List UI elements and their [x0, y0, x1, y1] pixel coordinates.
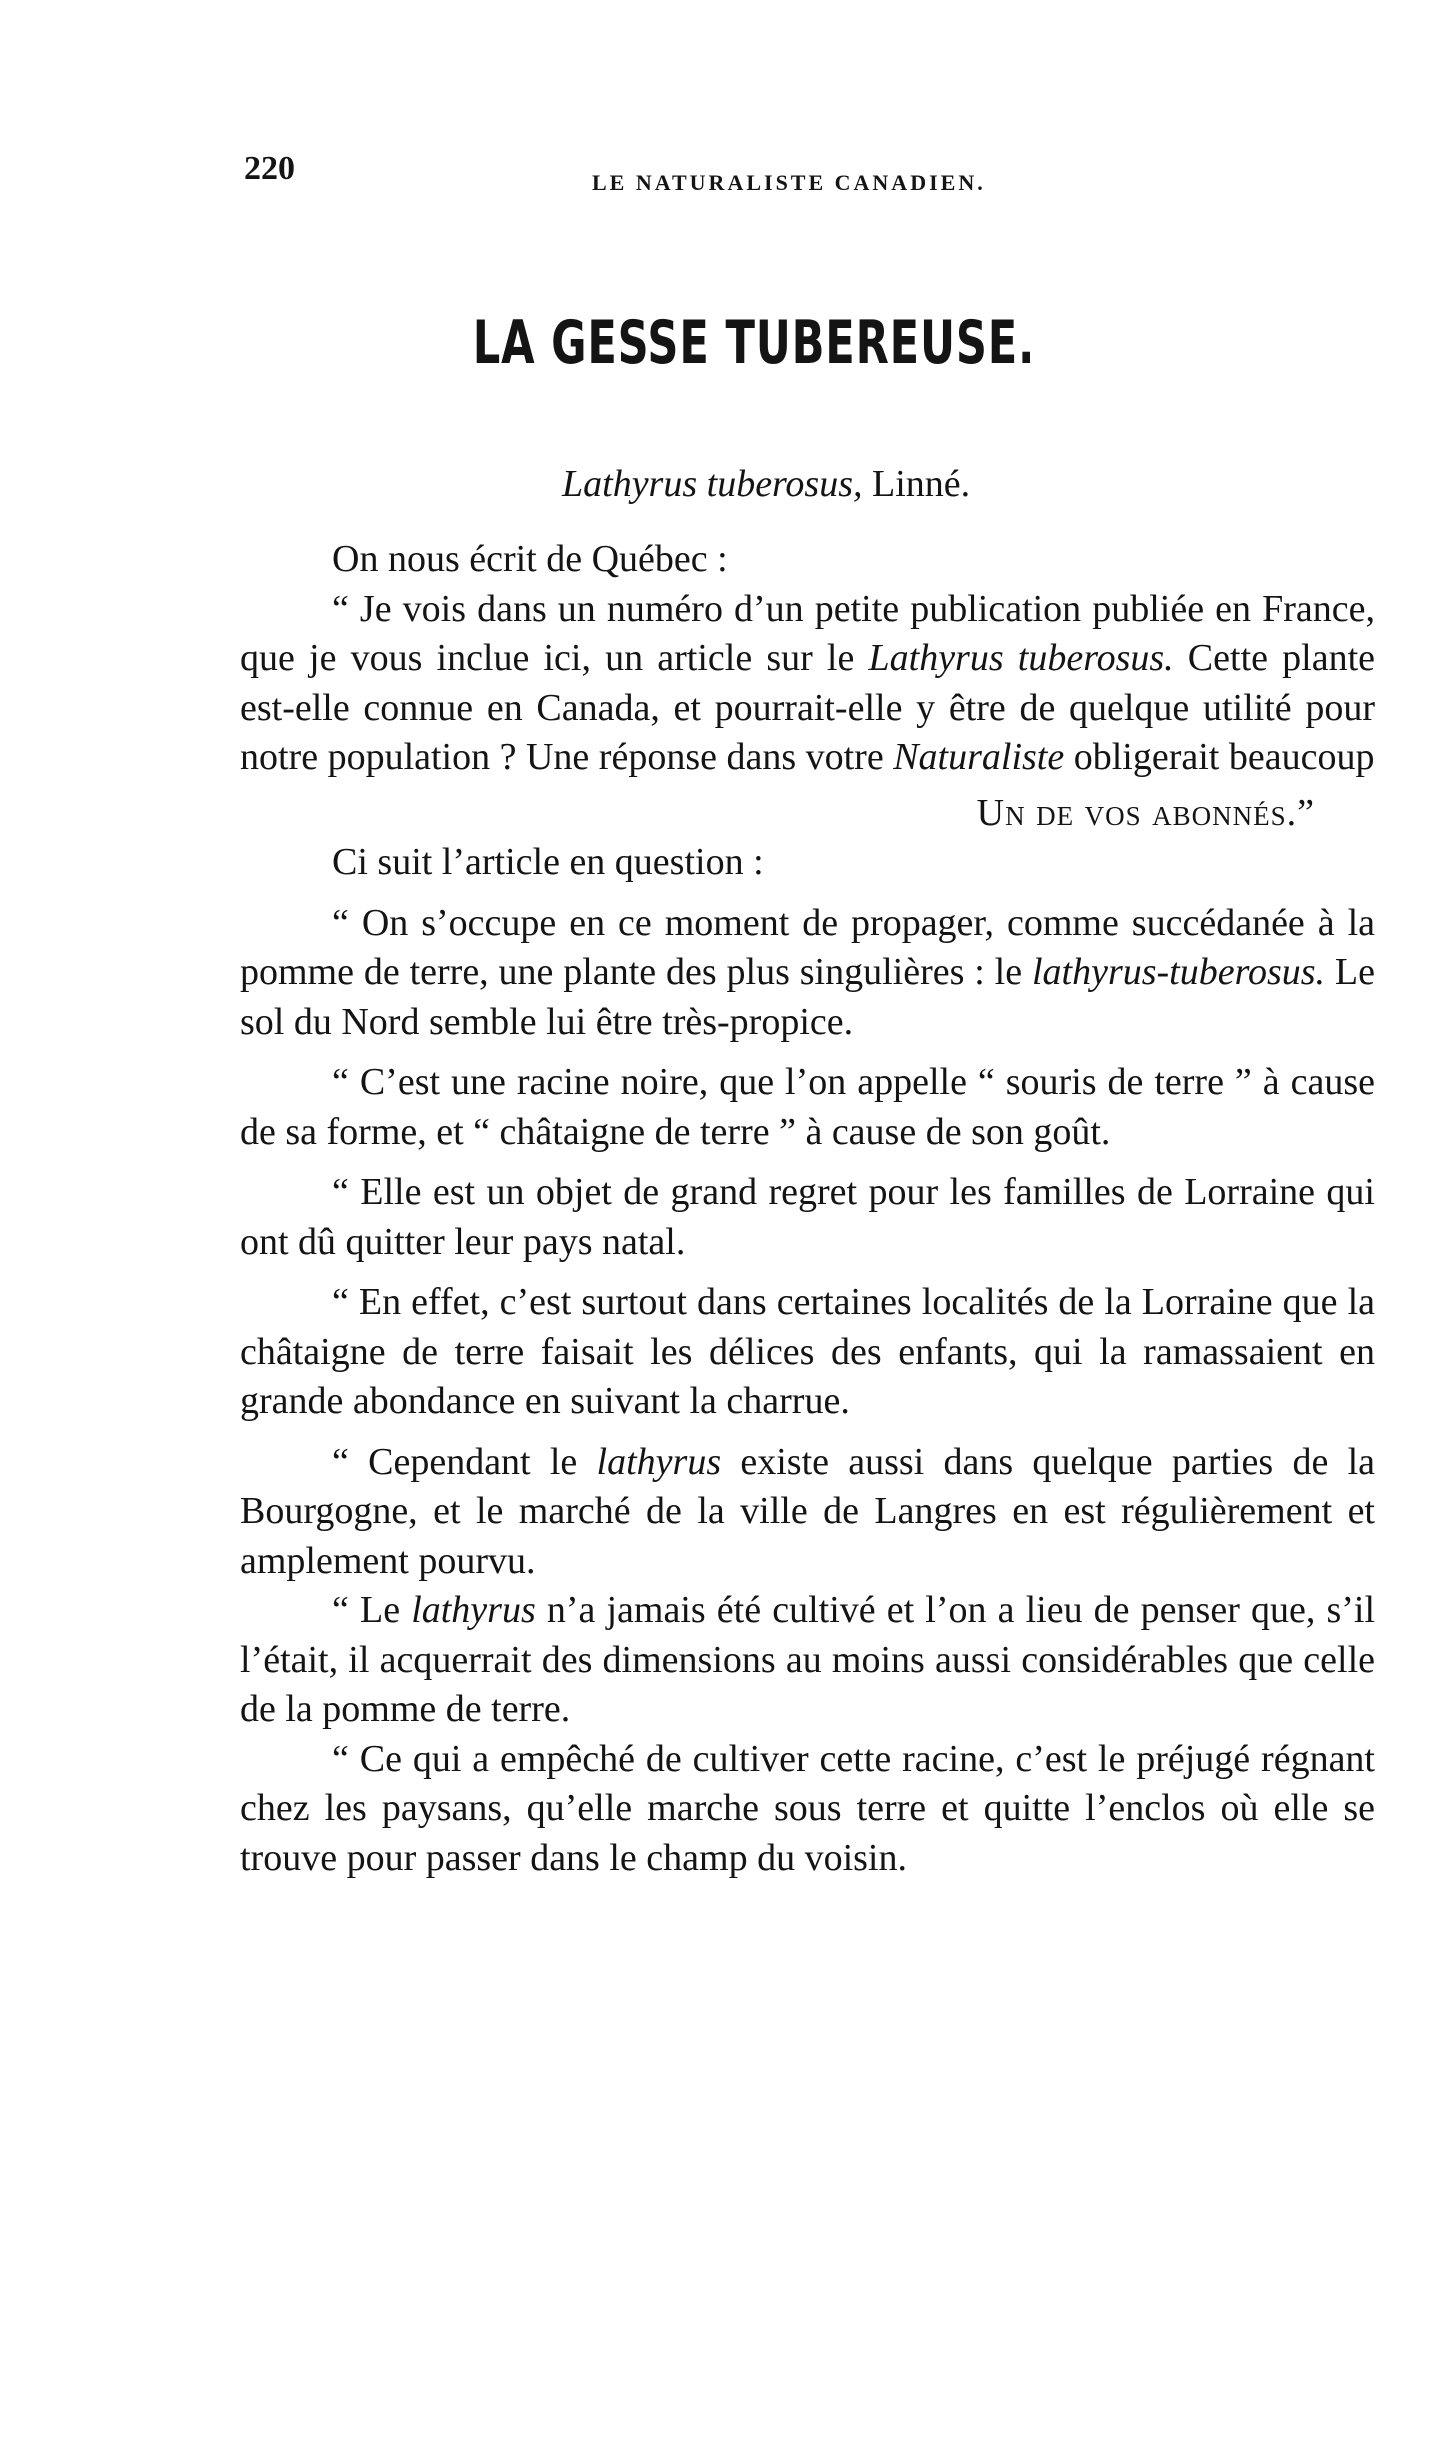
letter-text-2: Cette plante est-elle connue en Canada, et pourrait-elle y être de quelque utilité pour notre population ? Une réponse dans votre: [240, 637, 1375, 778]
species-author: Linné.: [862, 463, 971, 505]
letter-species-name: Lathyrus tuberosus.: [868, 637, 1174, 679]
article-subtitle: [562, 462, 970, 506]
quote-1-text-1: “ On s’occupe en ce moment de propager, comme succédanée à la pomme de terre, une plante des plus singulières : le: [240, 901, 1375, 993]
article-title: LA GESSE TUBEREUSE.: [472, 308, 1036, 378]
running-head: LE NATURALISTE CANADIEN.: [592, 170, 986, 195]
quote-5-text-1: “ Cependant le: [332, 1440, 597, 1483]
paragraph-quote-intro: Ci suit l’article en question :: [332, 841, 764, 883]
quote-6-species: lathyrus: [411, 1589, 536, 1631]
species-name: Lathyrus tuberosus,: [562, 463, 863, 505]
page-header: [244, 150, 1074, 200]
letter-signature: Un de vos abonnés.”: [976, 791, 1315, 834]
page-number: 220: [244, 150, 295, 187]
paragraph-quote-1: [240, 899, 1375, 1048]
quote-1-text-2: Le sol du Nord semble lui être très-propice.: [240, 951, 1376, 1043]
paragraph-quote-7: “ Ce qui a empêché de cultiver cette racine, c’est le préjugé régnant chez les paysans, qu’elle marche sous terre et quitte l’enclos où elle se trouve pour passer dans le champ du voisin.: [240, 1737, 1375, 1879]
paragraph-quote-5: [240, 1438, 1375, 1587]
letter-text-3: obligerait beaucoup: [1064, 736, 1375, 778]
quote-5-text-2: existe aussi dans quelque parties de la Bourgogne, et le marché de la ville de Langres en est régulièrement et amplement pourvu.: [240, 1440, 1375, 1582]
paragraph-quote-3: “ Elle est un objet de grand regret pour les familles de Lorraine qui ont dû quitter leur pays natal.: [240, 1171, 1375, 1263]
letter-journal-name: Naturaliste: [893, 736, 1065, 778]
paragraph-intro: On nous écrit de Québec :: [332, 538, 728, 580]
paragraph-quote-6: [240, 1586, 1375, 1735]
paragraph-letter: [240, 585, 1375, 783]
quote-6-text-2: n’a jamais été cultivé et l’on a lieu de penser que, s’il l’était, il acquerrait des dimensions au moins aussi considérables que celle de la pomme de terre.: [240, 1589, 1376, 1730]
paragraph-quote-2: “ C’est une racine noire, que l’on appelle “ souris de terre ” à cause de sa forme, et “ châtaigne de terre ” à cause de son goût.: [240, 1061, 1375, 1153]
paragraph-quote-4: “ En effet, c’est surtout dans certaines localités de la Lorraine que la châtaigne de terre faisait les délices des enfants, qui la ramassaient en grande abondance en suivant la charrue.: [240, 1281, 1375, 1422]
article-body: [240, 535, 1375, 1883]
letter-text-1: “ Je vois dans un numéro d’un petite publication publiée en France, que je vous inclue ici, un article sur le: [240, 587, 1375, 679]
quote-5-species: lathyrus: [596, 1440, 722, 1483]
quote-1-species: lathyrus-tuberosus.: [1031, 951, 1326, 993]
quote-6-text-1: “ Le: [332, 1589, 412, 1631]
